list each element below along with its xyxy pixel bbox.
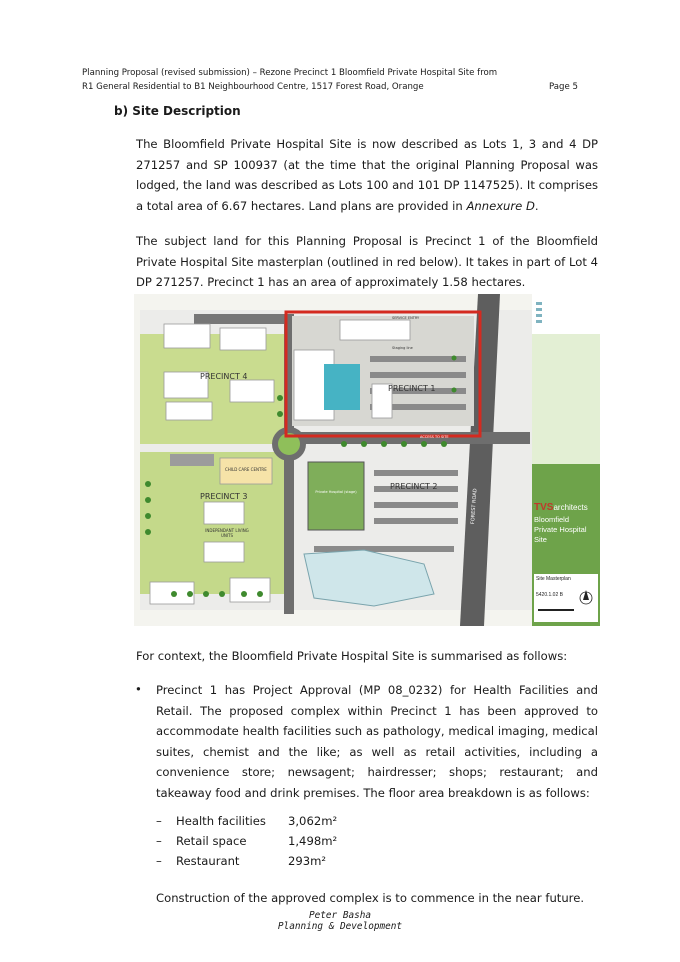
site-description-paragraph xyxy=(136,134,598,216)
precinct-2-label: PRECINCT 2 xyxy=(390,482,438,491)
sheet-title: Site Masterplan xyxy=(536,576,571,582)
page-number: Page 5 xyxy=(548,82,578,92)
section-title: b) Site Description xyxy=(114,104,241,118)
paragraph-text: The Bloomfield Private Hospital Site is now described as Lots 1, 3 and 4 DP 271257 and SP 100937 (at the time that the original Planning Proposal was lodged, the land was described as Lots 100 and 101 DP 1147525). It comprises a total area of 6.67 hectares. Land plans are provided in xyxy=(136,137,598,213)
header-line-2: R1 General Residential to B1 Neighbourhood Centre, 1517 Forest Road, Orange xyxy=(82,82,424,92)
precinct-4-label: PRECINCT 4 xyxy=(200,372,248,381)
precinct-1-label: PRECINCT 1 xyxy=(388,384,436,393)
floor-area-value: 1,498m² xyxy=(288,834,338,848)
title-block xyxy=(534,502,598,545)
staging-line-label: Staging line xyxy=(392,346,413,350)
annexure-reference: Annexure D xyxy=(466,198,535,213)
child-care-label: CHILD CARE CENTRE xyxy=(225,467,267,472)
project-name-2: Private Hospital xyxy=(534,525,587,534)
masterplan-drawing xyxy=(134,294,600,626)
paragraph-end: . xyxy=(534,198,539,213)
project-name-1: Bloomfield xyxy=(534,515,570,524)
teal-building xyxy=(324,364,360,410)
floor-area-label: Health facilities xyxy=(176,814,266,828)
precinct-1-bullet-text: Precinct 1 has Project Approval (MP 08_0232) for Health Facilities and Retail. The proposed complex within Precinct 1 has been approved to accommodate health facilities such as pathology, medical imaging, medical suites, chemist and the like; as well as retail activities, including a convenience store; newsagent; hairdresser; shops; restaurant; and takeaway food and drink premises. The floor area breakdown is as follows: xyxy=(156,683,598,800)
firm-logo: TVS xyxy=(534,502,554,513)
precinct-3-label: PRECINCT 3 xyxy=(200,492,248,501)
sheet-number: 5420.1.02 B xyxy=(536,592,563,598)
header-line-1: Planning Proposal (revised submission) – Rezone Precinct 1 Bloomfield Private Hospital Site from xyxy=(82,68,498,78)
construction-paragraph: Construction of the approved complex is to commence in the near future. xyxy=(156,891,585,905)
page-header xyxy=(82,66,592,94)
floor-area-label: Retail space xyxy=(176,834,247,848)
private-hospital-label: Private Hospital (stage) xyxy=(315,490,357,494)
independent-living-label: INDEPENDANT LIVING UNITS xyxy=(205,528,249,538)
access-road-label: ACCESS TO SITE xyxy=(420,435,449,439)
project-name-3: Site xyxy=(534,535,547,544)
footer-name: Peter Basha xyxy=(308,910,372,921)
subject-land-paragraph: The subject land for this Planning Proposal is Precinct 1 of the Bloomfield Private Hospital Site masterplan (outlined in red below). It takes in part of Lot 4 DP 271257. Precinct 1 has an area of approximately 1.58 hectares. xyxy=(136,234,598,289)
floor-area-label: Restaurant xyxy=(176,854,240,868)
footer-subtitle: Planning & Development xyxy=(277,921,403,932)
bullet-marker: • xyxy=(135,682,142,696)
floor-area-value: 3,062m² xyxy=(288,814,338,828)
site-masterplan-figure xyxy=(134,294,600,626)
floor-area-value: 293m² xyxy=(288,854,327,868)
service-entry-label: SERVICE ENTRY xyxy=(392,316,420,320)
context-paragraph: For context, the Bloomfield Private Hospital Site is summarised as follows: xyxy=(136,649,568,663)
forest-road-label: FOREST ROAD xyxy=(470,488,479,525)
private-hospital-building xyxy=(308,462,364,530)
firm-logo-sub: architects xyxy=(553,503,588,512)
